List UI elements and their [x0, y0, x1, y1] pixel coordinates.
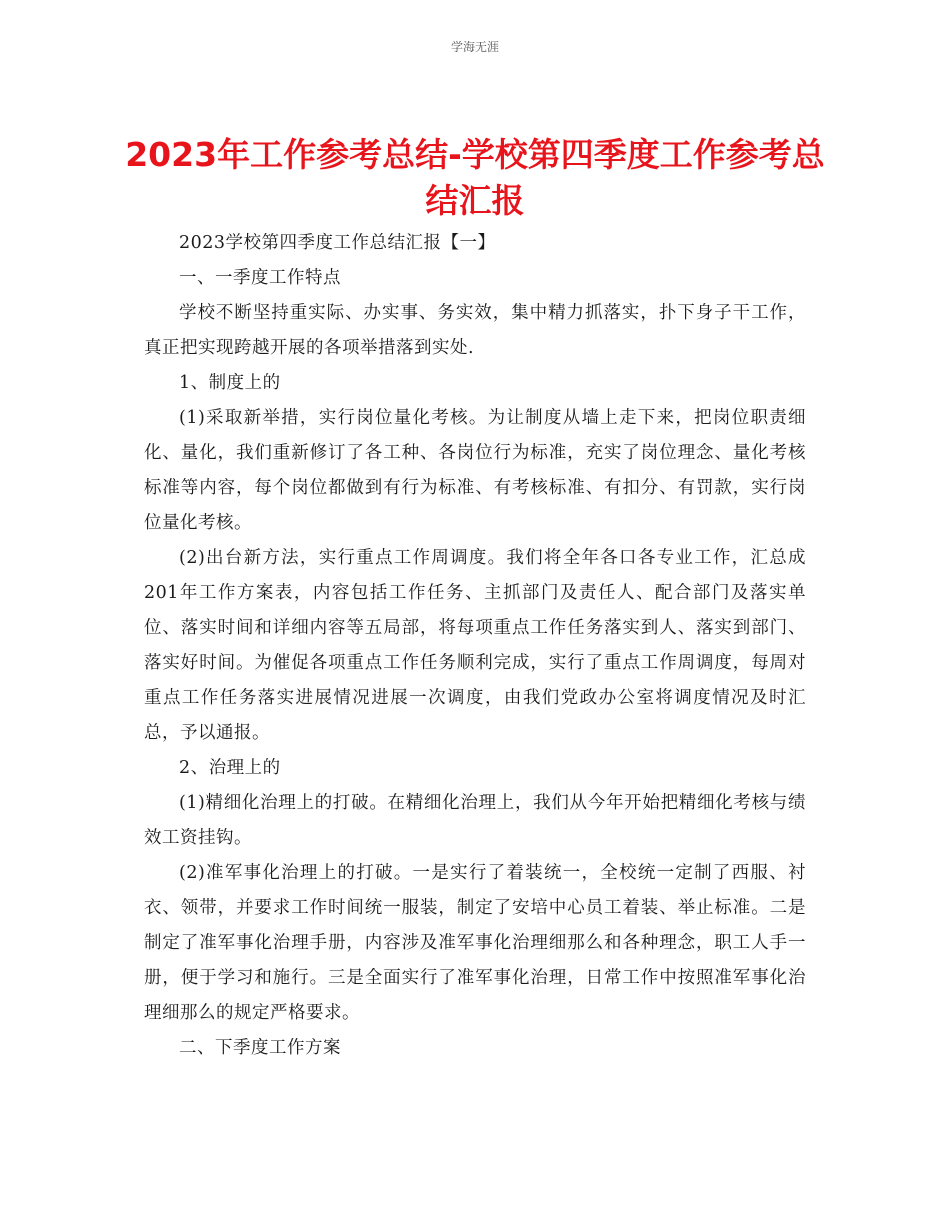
paragraph-system-1: (1)采取新举措，实行岗位量化考核。为让制度从墙上走下来，把岗位职责细化、量化，我们重新修订了各工种、各岗位行为标准，充实了岗位理念、量化考核标准等内容，每个岗位都做到有行为标准、有考核标准、有扣分、有罚款，实行岗位量化考核。: [144, 408, 806, 533]
document-title: 2023年工作参考总结-学校第四季度工作参考总结汇报: [125, 135, 825, 220]
heading-system: 1、制度上的: [179, 373, 281, 393]
paragraph-management-2: (2)准军事化治理上的打破。一是实行了着装统一，全校统一定制了西服、衬衣、领带，并要求工作时间统一服装，制定了安培中心员工着装、举止标准。二是制定了准军事化治理手册，内容涉及准军事化治理细那么和各种理念，职工人手一册，便于学习和施行。三是全面实行了准军事化治理，日常工作中按照准军事化治理细那么的规定严格要求。: [144, 863, 806, 1023]
heading-q1-features: 一、一季度工作特点: [179, 268, 341, 288]
document-body: [144, 226, 806, 1066]
section-heading-summary: 2023学校第四季度工作总结汇报【一】: [179, 233, 496, 253]
page-header: 学海无涯: [450, 40, 499, 54]
paragraph-intro: 学校不断坚持重实际、办实事、务实效，集中精力抓落实，扑下身子干工作，真正把实现跨越开展的各项举措落到实处.: [144, 303, 806, 358]
paragraph-management-1: (1)精细化治理上的打破。在精细化治理上，我们从今年开始把精细化考核与绩效工资挂钩。: [144, 793, 806, 848]
heading-next-quarter: 二、下季度工作方案: [179, 1038, 341, 1058]
heading-management: 2、治理上的: [179, 758, 281, 778]
paragraph-system-2: (2)出台新方法，实行重点工作周调度。我们将全年各口各专业工作，汇总成201年工作方案表，内容包括工作任务、主抓部门及责任人、配合部门及落实单位、落实时间和详细内容等五局部，将每项重点工作任务落实到人、落实到部门、落实好时间。为催促各项重点工作任务顺利完成，实行了重点工作周调度，每周对重点工作任务落实进展情况进展一次调度，由我们党政办公室将调度情况及时汇总，予以通报。: [144, 548, 806, 743]
